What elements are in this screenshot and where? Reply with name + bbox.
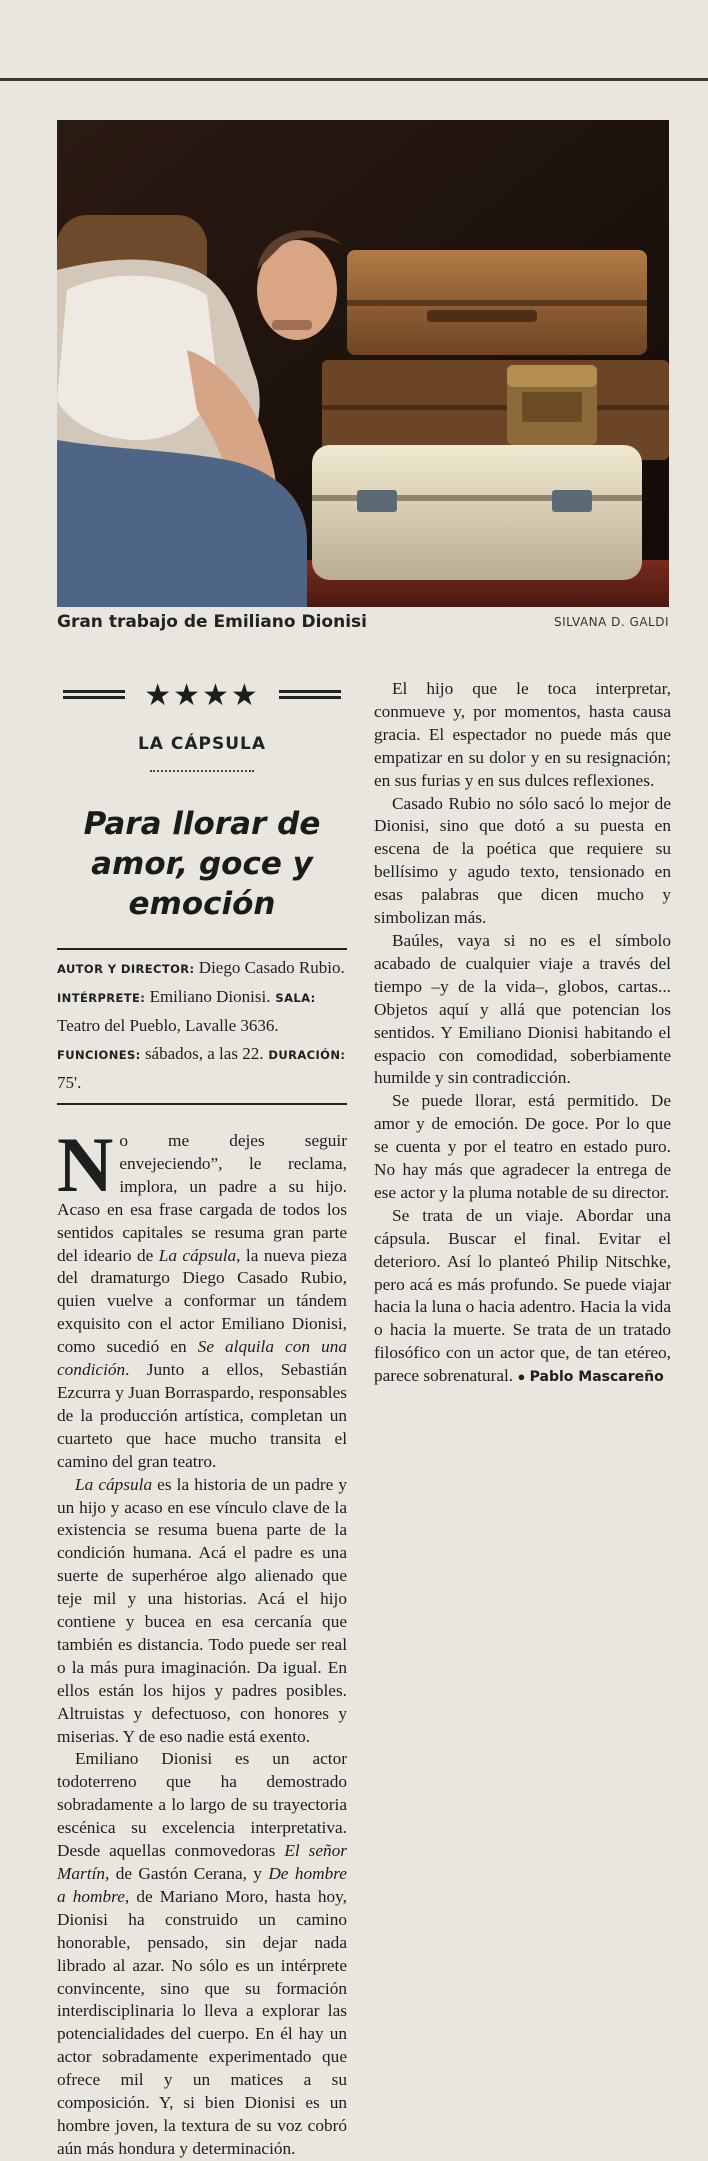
p3-text-c: , de Mariano Moro, hasta hoy, Dionisi ha construido un camino honorable, pensado, sin dejar nada librado al azar. No sólo es un intérprete convincente, sino que su formación interdisciplinaria lo lleva a explorar las potencialidades del cuerpo. En él hay un actor sobradamente experimentado que ofrece mil y un matices a su composición. Y, si bien Dionisi es un hombre joven, la textura de su voz cobró aún más hondura y determinación. xyxy=(57,1886,347,2158)
credit-value-venue: Teatro del Pueblo, Lavalle 3636. xyxy=(57,1016,279,1035)
credit-value-performer: Emiliano Dionisi. xyxy=(145,987,271,1006)
article-paragraph-7 xyxy=(374,1090,671,1205)
article-body-column-1 xyxy=(57,1121,347,2161)
dotted-divider xyxy=(150,770,254,772)
p1-text-a: o me dejes seguir envejeciendo”, le reclama, implora, un padre a su hijo. Acaso en esa frase cargada de todos los sentidos capitales se resuma gran parte del ideario de xyxy=(57,1131,347,1265)
headline: Para llorar de amor, goce y emoción xyxy=(83,806,321,922)
p3-text-b: , de Gastón Cerana, y xyxy=(105,1864,269,1883)
photo-credit: SILVANA D. GALDI xyxy=(553,615,669,629)
credit-key-performer: INTÉRPRETE: xyxy=(57,991,146,1005)
p5-text: Casado Rubio no sólo sacó lo mejor de Dionisi, sino que dotó a su puesta en escena de la poética que requiere su bellísimo y agudo texto, tensionado en esas palabras que dicen mucho y simbolizan más. xyxy=(374,793,671,928)
p6-text: Baúles, vaya si no es el símbolo acabado de cualquier viaje a través del tiempo –y de la vida–, globos, cartas... Objetos aquí y allá que potencian los sentidos. Y Emiliano Dionisi habitando el espacio con comodidad, soberbiamente humilde y sin contradicción. xyxy=(374,930,671,1088)
p3-italic-title-2: De hombre a hombre xyxy=(57,1864,347,1906)
p4-text: El hijo que le toca interpretar, conmueve y, por momentos, hasta causa gracia. El espectador no puede más que empatizar en su dolor y en su resignación; en sus furias y en sus dulces reflexiones. xyxy=(374,679,671,790)
p3-text: Emiliano Dionisi es un actor todoterreno que ha demostrado sobradamente a lo largo de su trayectoria escénica su excelencia interpretativa. Desde aquellas conmovedoras xyxy=(57,1749,347,1861)
signature-bullet: ● xyxy=(517,1369,526,1385)
actor-with-suitcases-image xyxy=(57,120,669,607)
article-paragraph-5 xyxy=(374,793,671,930)
credit-key-venue: SALA: xyxy=(275,991,316,1005)
credits-top-rule xyxy=(57,948,347,950)
p1-text-b: , la nueva pieza del dramaturgo Diego Casado Rubio, quien vuelve a conformar un tándem exquisito con el actor Emiliano Dionisi, como sucedió en xyxy=(57,1245,347,1357)
credit-value-author: Diego Casado Rubio. xyxy=(194,958,345,977)
credit-value-duration: 75'. xyxy=(57,1073,82,1092)
article-photo xyxy=(57,120,669,607)
article-paragraph-6 xyxy=(374,930,671,1090)
article-paragraph-2 xyxy=(57,1474,347,1749)
credit-value-shows: sábados, a las 22. xyxy=(140,1044,264,1063)
p2-italic-title: La cápsula xyxy=(75,1474,153,1494)
photo-caption: Gran trabajo de Emiliano Dionisi xyxy=(57,612,367,632)
credits-text xyxy=(57,954,347,1097)
credit-key-duration: DURACIÓN: xyxy=(268,1048,346,1062)
rating-stars: ★★★★ xyxy=(144,678,260,713)
rating-right-rule xyxy=(279,690,341,699)
credit-key-author: AUTOR Y DIRECTOR: xyxy=(57,962,195,976)
credit-key-shows: FUNCIONES: xyxy=(57,1048,141,1062)
p2-text: es la historia de un padre y un hijo y acaso en ese vínculo clave de la existencia se resuma buena parte de la condición humana. Acá el padre es una suerte de superhéroe algo alienado que teje mil y una historias. Acá el hijo contiene y bucea en esa cercanía que también es distancia. Todo puede ser real o la más pura imaginación. Da igual. En ellos están los hijos y padres posibles. Altruistas y defectuoso, con honores y miserias. Y de eso nadie está exento. xyxy=(57,1474,347,1746)
p1-text-c: . Junto a ellos, Sebastián Ezcurra y Juan Borraspardo, responsables de la producción artística, completan un cuarteto que hace mucho transita el camino del gran teatro. xyxy=(57,1360,347,1471)
page-top-rule xyxy=(0,78,708,81)
rating-row xyxy=(57,678,347,713)
credits-box xyxy=(57,948,347,1109)
article-body-column-2 xyxy=(374,678,671,1389)
credits-bottom-rule xyxy=(57,1103,347,1105)
article-paragraph-4 xyxy=(374,678,671,793)
article-paragraph-1 xyxy=(57,1121,347,1474)
p8-text: Se trata de un viaje. Abordar una cápsula. Buscar el final. Evitar el deterioro. Así lo planteó Philip Nitschke, pero acá es más profundo. Se puede viajar hacia la luna o hacia adentro. Hacia la vida o hacia la muerte. Se trata de un tratado filosófico con un actor que, de tan etéreo, parece sobrenatural. xyxy=(374,1205,671,1386)
article-paragraph-3-start xyxy=(57,1748,347,2160)
photo-caption-row xyxy=(57,612,669,636)
p1-italic-title: La cápsula xyxy=(158,1245,237,1265)
p3-italic-title-1: El señor Martín xyxy=(57,1841,347,1883)
p7-text: Se puede llorar, está permitido. De amor y de emoción. De goce. Por lo que se cuenta y por el teatro en estado puro. No hay más que agradecer la entrega de ese actor y la pluma notable de su director. xyxy=(374,1091,671,1202)
p1-italic-title-2: Se alquila con una condición xyxy=(57,1337,347,1380)
author-signature: Pablo Mascareño xyxy=(529,1369,664,1386)
article-paragraph-8 xyxy=(374,1205,671,1389)
drop-cap: N xyxy=(57,1121,114,1208)
play-title-label: LA CÁPSULA xyxy=(137,734,267,754)
